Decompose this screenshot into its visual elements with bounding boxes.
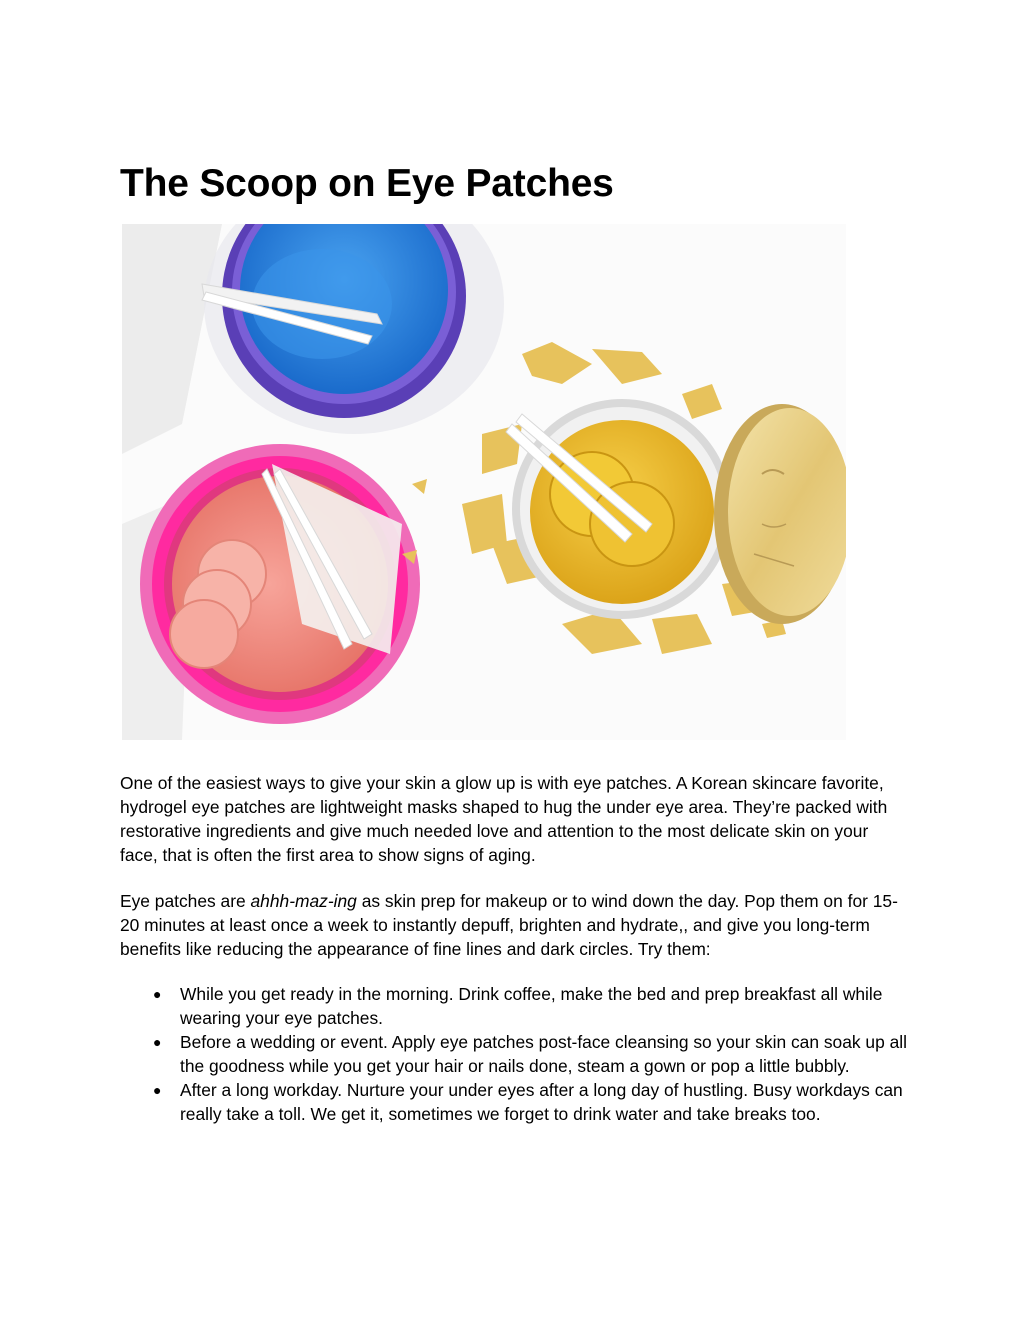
pink-jar-icon (140, 444, 420, 724)
intro-paragraph: One of the easiest ways to give your skin a glow up is with eye patches. A Korean skincare favorite, hydrogel eye patches are lightweight masks shaped to hug the under eye area. They’re packed with restorative ingredients and give much needed love and attention to the most delicate skin on your face, that is often the first area to show signs of aging. (120, 773, 888, 865)
bullet-icon: ● (153, 1082, 162, 1098)
bullet-icon: ● (153, 986, 162, 1002)
bullet-icon: ● (153, 1034, 162, 1050)
tips-list (120, 982, 910, 1126)
list-item (120, 1078, 910, 1126)
usage-text-after: as skin prep for makeup or to wind down the day. Pop them on for 15-20 minutes at least once a week to instantly depuff, brighten and hydrate,, and give you long-term benefits like reducing the appearance of fine lines and dark circles. Try them: (120, 891, 898, 959)
list-item-text: While you get ready in the morning. Drink coffee, make the bed and prep breakfast all while wearing your eye patches. (180, 984, 883, 1028)
list-item-text: After a long workday. Nurture your under eyes after a long day of hustling. Busy workdays can really take a toll. We get it, sometimes we forget to drink water and take breaks too. (180, 1080, 903, 1124)
usage-paragraph (120, 889, 910, 961)
list-item (120, 1030, 910, 1078)
page-title: The Scoop on Eye Patches (120, 162, 614, 205)
list-item (120, 982, 910, 1030)
gold-lid-icon (714, 404, 846, 624)
usage-emphasis: ahhh-maz-ing (250, 891, 357, 911)
list-item-text: Before a wedding or event. Apply eye patches post-face cleansing so your skin can soak up all the goodness while you get your hair or nails done, steam a gown or pop a little bubbly. (180, 1032, 907, 1076)
eye-patch-jars-photo (122, 224, 846, 740)
usage-text-before: Eye patches are (120, 891, 251, 911)
